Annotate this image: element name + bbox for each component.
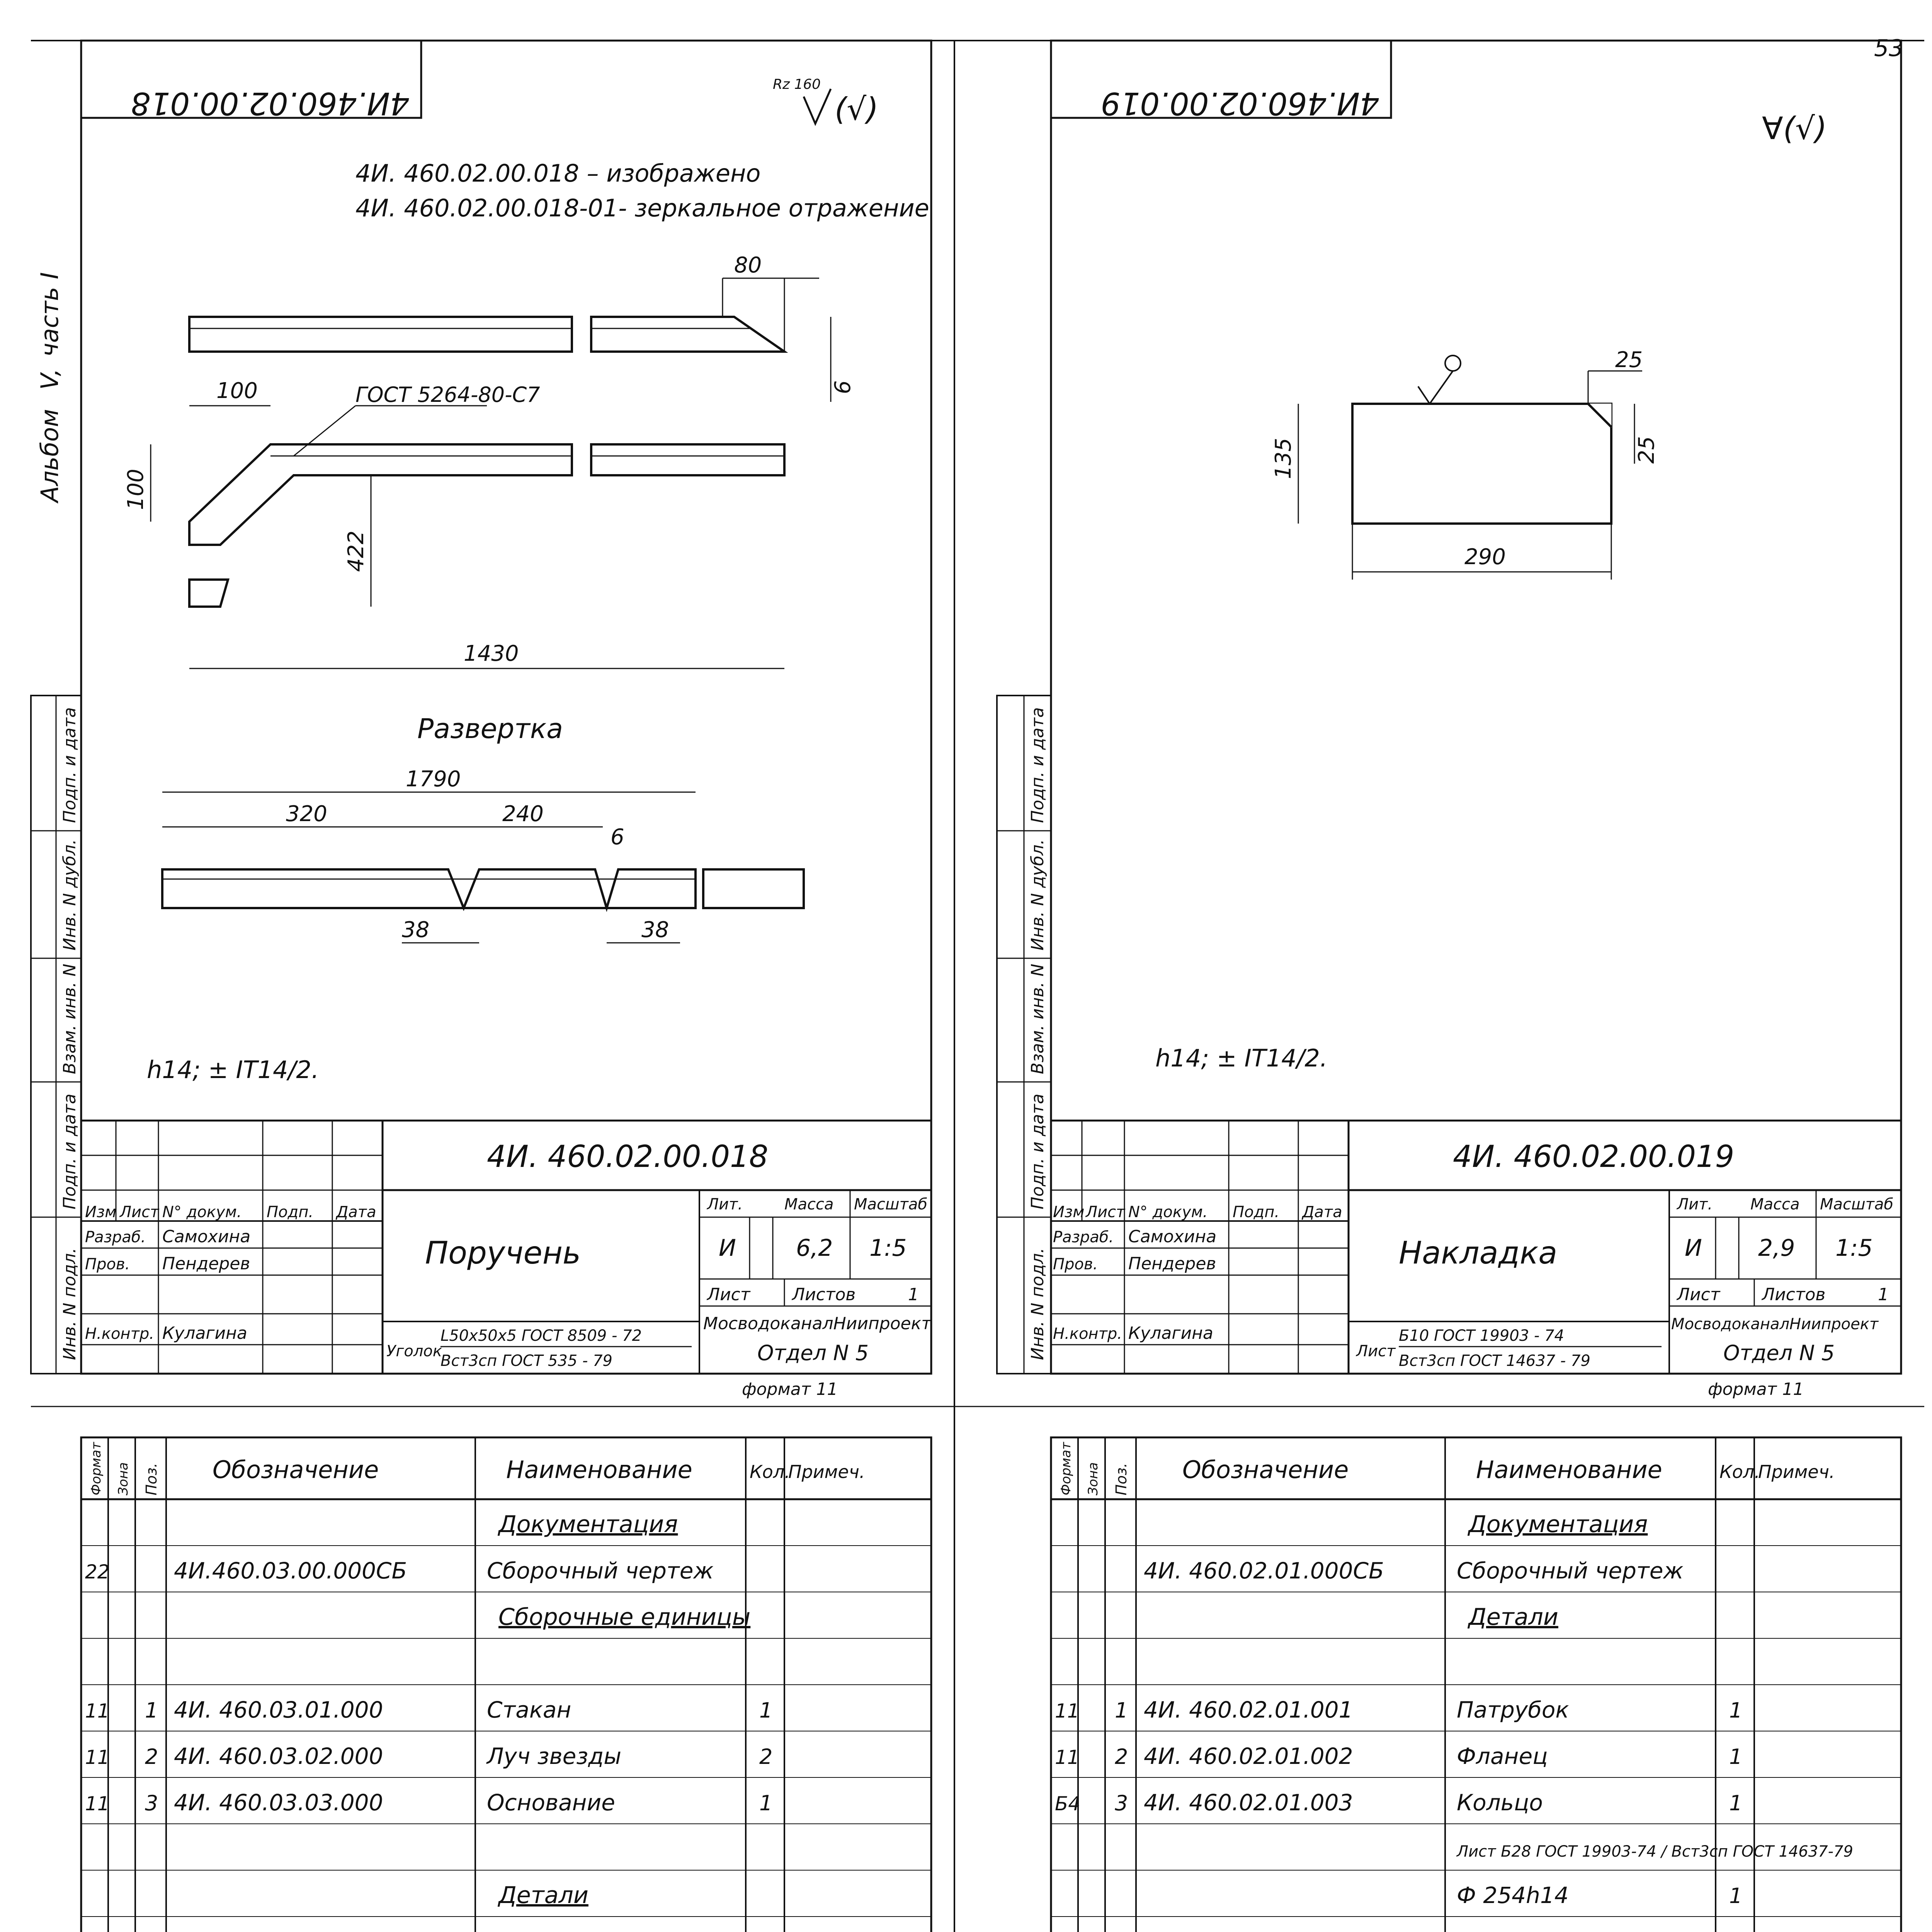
- lit-018: И: [719, 1235, 736, 1262]
- side-label-b1: Инв. N подл.: [1028, 1248, 1048, 1360]
- b-hdr-massa: Масса: [1750, 1196, 1800, 1213]
- side-label-1: Инв. N подл.: [60, 1248, 80, 1360]
- prov-name: Пендерев: [162, 1254, 250, 1274]
- spec-designation: 4И. 460.03.03.000: [174, 1789, 383, 1816]
- page-number: 53: [1874, 35, 1904, 62]
- b-hdr-data: Дата: [1302, 1203, 1342, 1221]
- b-hdr-masshtab: Масштаб: [1820, 1196, 1894, 1213]
- spec-designation: 4И.460.03.00.000СБ: [174, 1558, 407, 1584]
- roughness-018-tail: (√): [835, 91, 879, 127]
- razrab-name: Самохина: [162, 1227, 251, 1247]
- dev-dim-6: 6: [611, 825, 624, 850]
- hdr-doc: N° докум.: [162, 1203, 242, 1221]
- lit-019: И: [1685, 1235, 1702, 1262]
- drawing-name-019: Накладка: [1399, 1235, 1558, 1271]
- hdr-razrab: Разраб.: [85, 1228, 146, 1246]
- hdr-massa: Масса: [784, 1196, 834, 1213]
- dim-1430: 1430: [464, 641, 519, 666]
- side-label-5: Подп. и дата: [60, 707, 80, 823]
- hdr-oboz: Обозначение: [1182, 1456, 1349, 1484]
- hdr-format: Формат: [1058, 1442, 1074, 1495]
- dev-dim-38a: 38: [402, 917, 430, 942]
- spec-name: Лист Б28 ГОСТ 19903-74 / Вст3сп ГОСТ 14637-79: [1457, 1843, 1853, 1861]
- b-hdr-listov: Листов: [1762, 1285, 1826, 1304]
- dim-422: 422: [344, 531, 369, 572]
- spec-designation: 4И. 460.03.01.000: [174, 1697, 383, 1723]
- spec-format: 11: [1055, 1700, 1080, 1722]
- spec-qty: 1: [1729, 1884, 1743, 1908]
- format-018: формат 11: [742, 1379, 838, 1399]
- spec-qty: 1: [759, 1698, 773, 1723]
- material-prefix-019: Лист: [1356, 1342, 1396, 1360]
- spec-name: Сборочный чертеж: [487, 1558, 714, 1584]
- spec-format: 11: [85, 1793, 110, 1815]
- b-org-line2: Отдел N 5: [1723, 1341, 1835, 1365]
- sheet-poruchen: [31, 41, 932, 1399]
- stamp-019: 4И.460.02.00.019: [1100, 85, 1379, 121]
- side-label-b4: Инв. N дубл.: [1028, 839, 1048, 951]
- hdr-prim: Примеч.: [788, 1461, 865, 1482]
- dim-290: 290: [1464, 544, 1506, 570]
- spec-section-title: Детали: [1468, 1604, 1558, 1631]
- sheet-nakladka: [997, 41, 1901, 1399]
- format-019: формат 11: [1708, 1379, 1804, 1399]
- spec-format: Б4: [1055, 1793, 1081, 1815]
- spec-pos: 3: [145, 1791, 158, 1815]
- dev-dim-38b: 38: [641, 917, 669, 942]
- spec-name: Основание: [487, 1789, 615, 1816]
- hdr-prov: Пров.: [85, 1255, 130, 1273]
- hdr-naim: Наименование: [506, 1456, 692, 1484]
- spec-name: Сборочный чертеж: [1457, 1558, 1684, 1584]
- spec-name: Фланец: [1457, 1743, 1548, 1769]
- stamp-018: 4И.460.02.00.018: [131, 85, 410, 121]
- spec-qty: 1: [759, 1791, 773, 1815]
- side-label-3: Взам. инв. N: [60, 964, 80, 1074]
- b-hdr-doc: N° докум.: [1128, 1203, 1208, 1221]
- spec-format: 11: [1055, 1746, 1080, 1769]
- spec-section-title: Документация: [1468, 1511, 1648, 1538]
- hdr-kol: Кол.: [1719, 1461, 1760, 1482]
- spec-designation: 4И. 460.03.02.000: [174, 1743, 383, 1769]
- dev-dim-320: 320: [286, 801, 327, 827]
- hdr-podp: Подп.: [267, 1203, 314, 1221]
- b-hdr-podp: Подп.: [1233, 1203, 1280, 1221]
- spec-qty: 1: [1729, 1745, 1743, 1769]
- dim-135: 135: [1271, 438, 1296, 479]
- dev-dim-240: 240: [502, 801, 544, 827]
- spec-pos: 2: [145, 1745, 158, 1769]
- nkontr-name: Кулагина: [162, 1323, 247, 1343]
- hdr-poz: Поз.: [1113, 1463, 1130, 1495]
- b-hdr-razrab: Разраб.: [1053, 1228, 1114, 1246]
- development-title: Развертка: [417, 713, 563, 745]
- org-line2: Отдел N 5: [757, 1341, 869, 1365]
- spec-format: 11: [85, 1700, 110, 1722]
- b-hdr-izm: Изм: [1053, 1203, 1085, 1221]
- scale-019: 1:5: [1835, 1235, 1873, 1262]
- spec-pos: 3: [1115, 1791, 1128, 1815]
- roughness-019: ∀(√): [1762, 111, 1827, 146]
- spec-name: Кольцо: [1457, 1789, 1543, 1816]
- spec-designation: 4И. 460.02.01.002: [1144, 1743, 1353, 1769]
- dim-6: 6: [830, 380, 855, 394]
- hdr-zona: Зона: [116, 1462, 131, 1495]
- spec-sheet-zvezda: [31, 1437, 931, 1932]
- spec-name: Патрубок: [1457, 1697, 1569, 1723]
- spec-section-title: Детали: [498, 1882, 588, 1909]
- spec-designation: 4И. 460.02.01.001: [1144, 1697, 1353, 1723]
- hdr-format: Формат: [88, 1442, 104, 1495]
- material-prefix-018: Уголок: [386, 1342, 442, 1360]
- hdr-masshtab: Масштаб: [854, 1196, 928, 1213]
- org-line1: МосводоканалНиипроект: [703, 1314, 931, 1333]
- spec-qty: 1: [1729, 1791, 1743, 1815]
- spec-section-title: Сборочные единицы: [498, 1604, 751, 1631]
- title-block-019: [1051, 1121, 1901, 1399]
- spec-name: Луч звезды: [487, 1743, 622, 1769]
- drawing-name-018: Поручень: [425, 1235, 581, 1271]
- drawing-code-019: 4И. 460.02.00.019: [1453, 1139, 1735, 1174]
- side-label-b2: Подп. и дата: [1028, 1094, 1048, 1209]
- weld-gost: ГОСТ 5264-80-С7: [355, 383, 540, 407]
- dev-dim-1790: 1790: [406, 767, 461, 792]
- hdr-izm: Изм: [85, 1203, 117, 1221]
- spec-pos: 2: [1115, 1745, 1128, 1769]
- tolerance-018: h14; ± IT14/2.: [147, 1056, 319, 1084]
- spec-pos: 1: [1115, 1698, 1128, 1723]
- tolerance-019: h14; ± IT14/2.: [1155, 1044, 1328, 1072]
- b-hdr-list2: Лист: [1677, 1285, 1720, 1304]
- hdr-zona: Зона: [1085, 1462, 1101, 1495]
- spec-name: Ф 254h14: [1457, 1882, 1569, 1908]
- album-note: Альбом V,часть I: [36, 272, 64, 502]
- hdr-list: Лист: [120, 1203, 159, 1221]
- dim-100a: 100: [216, 378, 258, 403]
- side-label-b3: Взам. инв. N: [1028, 964, 1048, 1074]
- spec-name: Стакан: [487, 1697, 571, 1723]
- sheets-019: 1: [1878, 1285, 1889, 1304]
- spec-format: 22: [85, 1561, 110, 1583]
- mass-018: 6,2: [796, 1235, 833, 1262]
- hdr-list2: Лист: [707, 1285, 750, 1304]
- side-label-b5: Подп. и дата: [1028, 707, 1048, 823]
- b-razrab-name: Самохина: [1128, 1227, 1217, 1247]
- b-hdr-prov: Пров.: [1053, 1255, 1098, 1273]
- b-nkontr-name: Кулагина: [1128, 1323, 1213, 1343]
- hdr-listov: Листов: [792, 1285, 856, 1304]
- b-prov-name: Пендерев: [1128, 1254, 1216, 1274]
- drawing-code-018: 4И. 460.02.00.018: [487, 1139, 769, 1174]
- b-org-line1: МосводоканалНиипроект: [1671, 1315, 1879, 1333]
- dim-25b: 25: [1634, 436, 1659, 464]
- spec-pos: 1: [145, 1698, 158, 1723]
- hdr-prim: Примеч.: [1758, 1461, 1835, 1482]
- material-top-018: L50x50x5 ГОСТ 8509 - 72: [440, 1327, 642, 1345]
- note-018-2: 4И. 460.02.00.018-01- зеркальное отражение: [355, 194, 929, 222]
- mass-019: 2,9: [1758, 1235, 1795, 1262]
- material-bot-019: Вст3сп ГОСТ 14637 - 79: [1399, 1352, 1590, 1370]
- note-018-1: 4И. 460.02.00.018 – изображено: [355, 159, 761, 187]
- spec-section-title: Документация: [498, 1511, 678, 1538]
- hdr-lit: Лит.: [707, 1196, 743, 1213]
- hdr-naim: Наименование: [1476, 1456, 1662, 1484]
- b-hdr-lit: Лит.: [1677, 1196, 1713, 1213]
- spec-qty: 1: [1729, 1698, 1743, 1723]
- hdr-oboz: Обозначение: [213, 1456, 379, 1484]
- title-block-018: [81, 1121, 932, 1399]
- dim-100b: 100: [123, 469, 148, 510]
- spec-qty: 2: [759, 1745, 773, 1769]
- b-hdr-list: Лист: [1086, 1203, 1125, 1221]
- material-bot-018: Вст3сп ГОСТ 535 - 79: [440, 1352, 612, 1370]
- sheets-018: 1: [908, 1285, 919, 1304]
- hdr-data: Дата: [336, 1203, 376, 1221]
- scale-018: 1:5: [869, 1235, 907, 1262]
- spec-format: 11: [85, 1746, 110, 1769]
- hdr-nkontr: Н.контр.: [85, 1325, 154, 1343]
- spec-designation: 4И. 460.02.01.003: [1144, 1789, 1353, 1816]
- side-label-2: Подп. и дата: [60, 1094, 80, 1209]
- hdr-poz: Поз.: [143, 1463, 160, 1495]
- hdr-kol: Кол.: [750, 1461, 790, 1482]
- spec-designation: 4И. 460.02.01.000СБ: [1144, 1558, 1384, 1584]
- dim-25a: 25: [1615, 347, 1643, 372]
- side-label-4: Инв. N дубл.: [60, 839, 80, 951]
- spec-sheet-stakan: [1001, 1437, 1901, 1932]
- material-top-019: Б10 ГОСТ 19903 - 74: [1399, 1327, 1564, 1345]
- roughness-018: Rz 160: [773, 77, 821, 92]
- dim-80: 80: [734, 253, 762, 278]
- b-hdr-nkontr: Н.контр.: [1053, 1325, 1122, 1343]
